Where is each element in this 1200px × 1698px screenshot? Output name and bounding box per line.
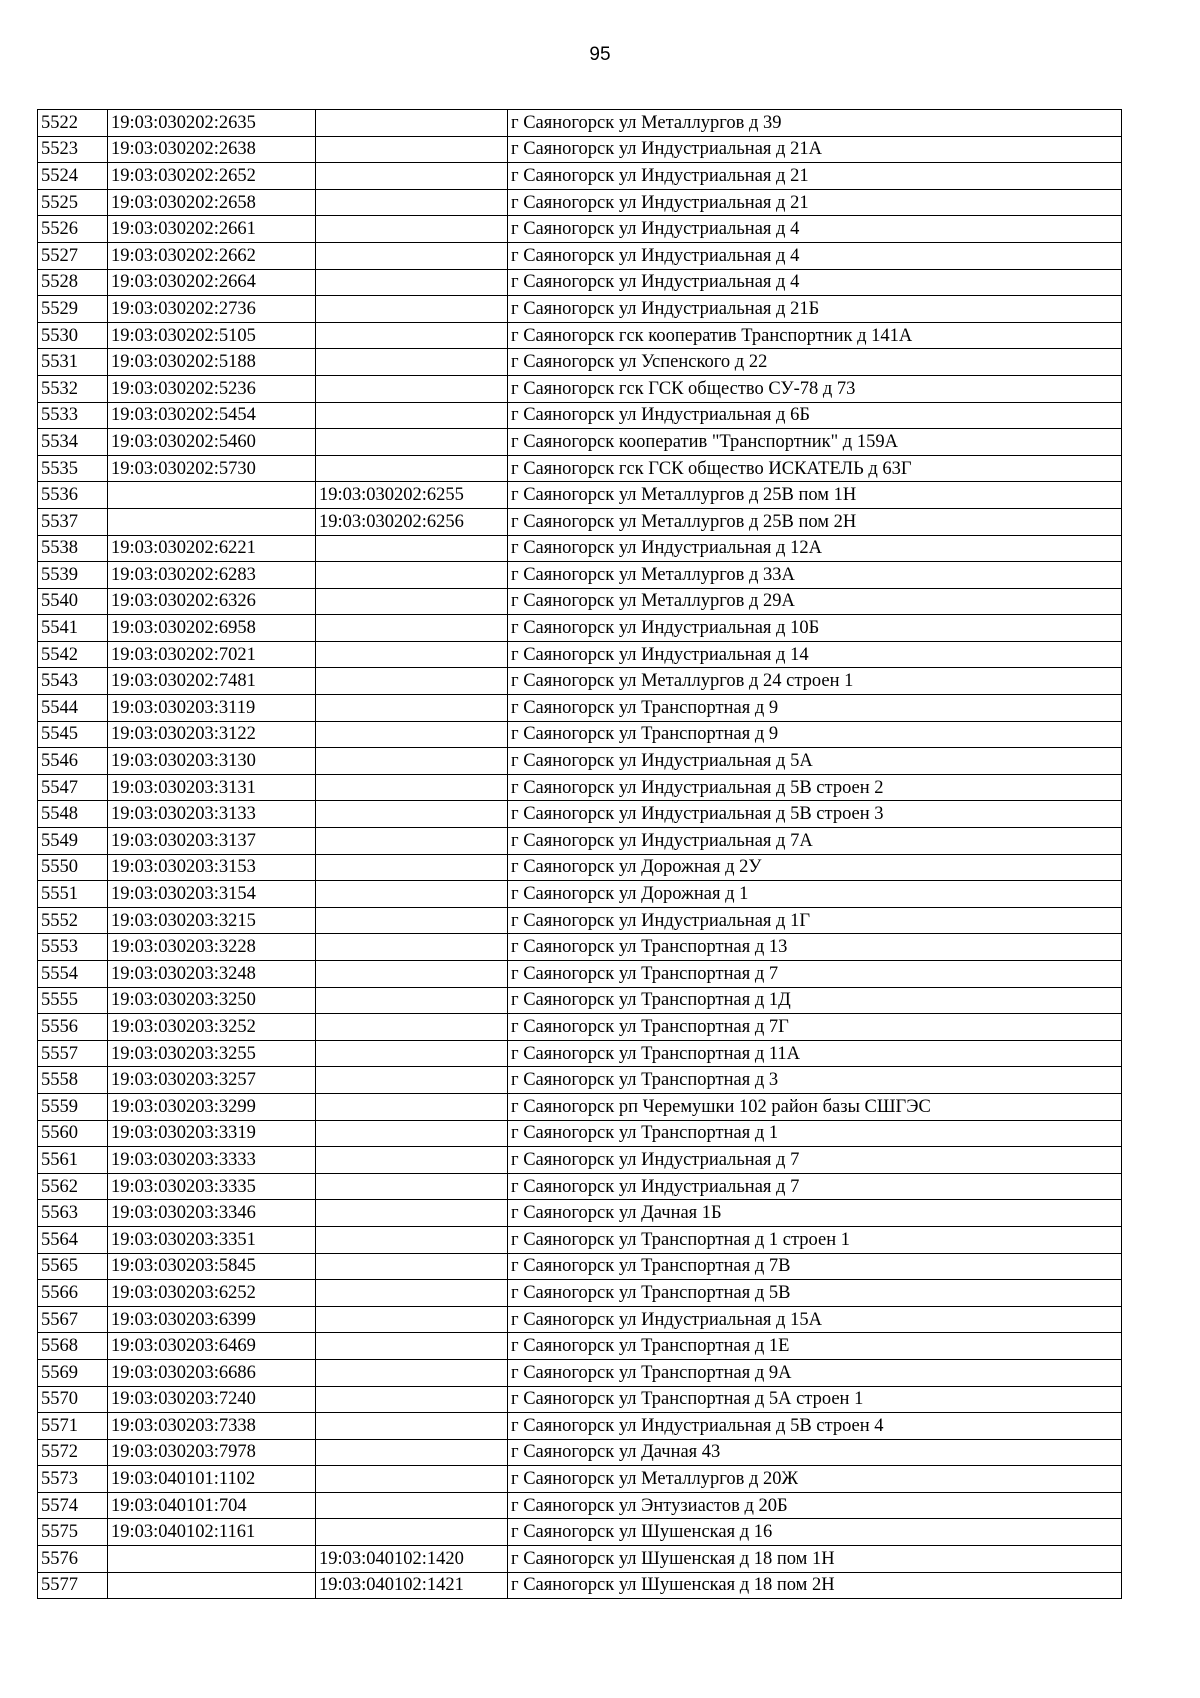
cadastral-number-cell: 19:03:030202:5236 — [108, 375, 316, 402]
table-row — [38, 801, 1122, 828]
cadastral-number-cell: 19:03:030203:7338 — [108, 1413, 316, 1440]
parent-cadastral-number-cell — [316, 269, 508, 296]
parent-cadastral-number-cell — [316, 562, 508, 589]
row-number-cell: 5554 — [38, 961, 108, 988]
table-row — [38, 1413, 1122, 1440]
row-number-cell: 5576 — [38, 1546, 108, 1573]
parent-cadastral-number-cell — [316, 296, 508, 323]
cadastral-number-cell: 19:03:030202:5460 — [108, 429, 316, 456]
table-row — [38, 1200, 1122, 1227]
table-row — [38, 1519, 1122, 1546]
cadastral-number-cell: 19:03:030203:3299 — [108, 1093, 316, 1120]
table-row — [38, 216, 1122, 243]
address-cell: г Саяногорск ул Металлургов д 29А — [508, 588, 1122, 615]
table-row — [38, 1333, 1122, 1360]
parent-cadastral-number-cell — [316, 110, 508, 137]
address-cell: г Саяногорск ул Индустриальная д 10Б — [508, 615, 1122, 642]
row-number-cell: 5532 — [38, 375, 108, 402]
address-cell: г Саяногорск ул Индустриальная д 21 — [508, 189, 1122, 216]
table-row — [38, 854, 1122, 881]
row-number-cell: 5537 — [38, 508, 108, 535]
cadastral-number-cell: 19:03:030203:7978 — [108, 1439, 316, 1466]
table-row — [38, 774, 1122, 801]
table-row — [38, 907, 1122, 934]
table-row — [38, 562, 1122, 589]
row-number-cell: 5545 — [38, 721, 108, 748]
address-cell: г Саяногорск ул Транспортная д 7Г — [508, 1014, 1122, 1041]
address-cell: г Саяногорск ул Индустриальная д 4 — [508, 269, 1122, 296]
table-row — [38, 189, 1122, 216]
cadastral-number-cell: 19:03:030203:3335 — [108, 1173, 316, 1200]
row-number-cell: 5528 — [38, 269, 108, 296]
row-number-cell: 5577 — [38, 1572, 108, 1599]
address-cell: г Саяногорск ул Транспортная д 1 строен 1 — [508, 1226, 1122, 1253]
row-number-cell: 5569 — [38, 1359, 108, 1386]
parent-cadastral-number-cell — [316, 695, 508, 722]
table-row — [38, 482, 1122, 509]
parent-cadastral-number-cell — [316, 455, 508, 482]
table-row — [38, 535, 1122, 562]
address-cell: г Саяногорск ул Успенского д 22 — [508, 349, 1122, 376]
cadastral-number-cell: 19:03:030203:3257 — [108, 1067, 316, 1094]
table-row — [38, 110, 1122, 137]
table-row — [38, 881, 1122, 908]
parent-cadastral-number-cell — [316, 1040, 508, 1067]
parent-cadastral-number-cell — [316, 934, 508, 961]
row-number-cell: 5555 — [38, 987, 108, 1014]
parent-cadastral-number-cell — [316, 1466, 508, 1493]
cadastral-number-cell: 19:03:030202:5730 — [108, 455, 316, 482]
table-row — [38, 136, 1122, 163]
table-row — [38, 1492, 1122, 1519]
address-cell: г Саяногорск ул Шушенская д 16 — [508, 1519, 1122, 1546]
row-number-cell: 5560 — [38, 1120, 108, 1147]
row-number-cell: 5575 — [38, 1519, 108, 1546]
address-cell: г Саяногорск гск ГСК общество ИСКАТЕЛЬ д 63Г — [508, 455, 1122, 482]
row-number-cell: 5566 — [38, 1280, 108, 1307]
table-row — [38, 1093, 1122, 1120]
row-number-cell: 5552 — [38, 907, 108, 934]
cadastral-number-cell: 19:03:030202:2736 — [108, 296, 316, 323]
table-row — [38, 163, 1122, 190]
table-row — [38, 296, 1122, 323]
cadastral-number-cell: 19:03:030203:3250 — [108, 987, 316, 1014]
parent-cadastral-number-cell — [316, 881, 508, 908]
cadastral-number-cell: 19:03:030203:3255 — [108, 1040, 316, 1067]
parent-cadastral-number-cell — [316, 1280, 508, 1307]
table-row — [38, 1572, 1122, 1599]
address-cell: г Саяногорск ул Индустриальная д 15А — [508, 1306, 1122, 1333]
address-cell: г Саяногорск ул Индустриальная д 7А — [508, 828, 1122, 855]
cadastral-number-cell: 19:03:030202:7021 — [108, 641, 316, 668]
row-number-cell: 5542 — [38, 641, 108, 668]
address-cell: г Саяногорск ул Индустриальная д 14 — [508, 641, 1122, 668]
address-cell: г Саяногорск кооператив "Транспортник" д 159А — [508, 429, 1122, 456]
row-number-cell: 5527 — [38, 242, 108, 269]
table-row — [38, 748, 1122, 775]
address-cell: г Саяногорск ул Шушенская д 18 пом 2Н — [508, 1572, 1122, 1599]
address-cell: г Саяногорск ул Индустриальная д 6Б — [508, 402, 1122, 429]
cadastral-number-cell: 19:03:030202:2652 — [108, 163, 316, 190]
table-row — [38, 1253, 1122, 1280]
parent-cadastral-number-cell — [316, 748, 508, 775]
row-number-cell: 5571 — [38, 1413, 108, 1440]
row-number-cell: 5564 — [38, 1226, 108, 1253]
row-number-cell: 5565 — [38, 1253, 108, 1280]
cadastral-number-cell: 19:03:030203:3154 — [108, 881, 316, 908]
address-cell: г Саяногорск ул Транспортная д 13 — [508, 934, 1122, 961]
row-number-cell: 5535 — [38, 455, 108, 482]
parent-cadastral-number-cell — [316, 1067, 508, 1094]
cadastral-number-cell — [108, 482, 316, 509]
table-row — [38, 508, 1122, 535]
cadastral-number-cell: 19:03:030202:6958 — [108, 615, 316, 642]
parent-cadastral-number-cell: 19:03:040102:1421 — [316, 1572, 508, 1599]
table-row — [38, 1386, 1122, 1413]
cadastral-number-cell: 19:03:030203:3248 — [108, 961, 316, 988]
cadastral-number-cell: 19:03:030203:3351 — [108, 1226, 316, 1253]
row-number-cell: 5574 — [38, 1492, 108, 1519]
parent-cadastral-number-cell — [316, 907, 508, 934]
table-row — [38, 1280, 1122, 1307]
cadastral-number-cell: 19:03:030202:5188 — [108, 349, 316, 376]
table-body — [38, 110, 1122, 1599]
cadastral-number-cell: 19:03:030202:2662 — [108, 242, 316, 269]
address-cell: г Саяногорск ул Металлургов д 20Ж — [508, 1466, 1122, 1493]
cadastral-number-cell: 19:03:030202:5454 — [108, 402, 316, 429]
address-cell: г Саяногорск ул Транспортная д 9 — [508, 721, 1122, 748]
cadastral-number-cell: 19:03:030202:7481 — [108, 668, 316, 695]
cadastral-number-cell: 19:03:040101:704 — [108, 1492, 316, 1519]
parent-cadastral-number-cell: 19:03:040102:1420 — [316, 1546, 508, 1573]
cadastral-number-cell: 19:03:030203:3137 — [108, 828, 316, 855]
cadastral-number-cell — [108, 1546, 316, 1573]
table-row — [38, 1226, 1122, 1253]
table-row — [38, 375, 1122, 402]
address-cell: г Саяногорск ул Металлургов д 24 строен 1 — [508, 668, 1122, 695]
parent-cadastral-number-cell — [316, 1333, 508, 1360]
table-row — [38, 429, 1122, 456]
table-row — [38, 1439, 1122, 1466]
cadastral-number-cell: 19:03:030203:3252 — [108, 1014, 316, 1041]
parent-cadastral-number-cell — [316, 1014, 508, 1041]
address-cell: г Саяногорск ул Шушенская д 18 пом 1Н — [508, 1546, 1122, 1573]
address-cell: г Саяногорск ул Транспортная д 1 — [508, 1120, 1122, 1147]
cadastral-number-cell: 19:03:030203:7240 — [108, 1386, 316, 1413]
address-cell: г Саяногорск ул Индустриальная д 7 — [508, 1173, 1122, 1200]
row-number-cell: 5530 — [38, 322, 108, 349]
cadastral-number-cell: 19:03:030203:6399 — [108, 1306, 316, 1333]
parent-cadastral-number-cell — [316, 429, 508, 456]
address-cell: г Саяногорск ул Индустриальная д 21Б — [508, 296, 1122, 323]
address-cell: г Саяногорск ул Транспортная д 7В — [508, 1253, 1122, 1280]
address-cell: г Саяногорск ул Металлургов д 25В пом 2Н — [508, 508, 1122, 535]
row-number-cell: 5551 — [38, 881, 108, 908]
parent-cadastral-number-cell — [316, 774, 508, 801]
table-row — [38, 1359, 1122, 1386]
address-cell: г Саяногорск ул Дорожная д 2У — [508, 854, 1122, 881]
parent-cadastral-number-cell — [316, 1306, 508, 1333]
row-number-cell: 5556 — [38, 1014, 108, 1041]
row-number-cell: 5538 — [38, 535, 108, 562]
table-row — [38, 455, 1122, 482]
parent-cadastral-number-cell — [316, 1413, 508, 1440]
row-number-cell: 5550 — [38, 854, 108, 881]
cadastral-number-cell: 19:03:040101:1102 — [108, 1466, 316, 1493]
table-row — [38, 1040, 1122, 1067]
parent-cadastral-number-cell: 19:03:030202:6255 — [316, 482, 508, 509]
table-row — [38, 615, 1122, 642]
address-cell: г Саяногорск ул Транспортная д 5В — [508, 1280, 1122, 1307]
address-cell: г Саяногорск ул Транспортная д 11А — [508, 1040, 1122, 1067]
address-cell: г Саяногорск ул Индустриальная д 4 — [508, 216, 1122, 243]
cadastral-number-cell: 19:03:030203:3131 — [108, 774, 316, 801]
row-number-cell: 5549 — [38, 828, 108, 855]
parent-cadastral-number-cell — [316, 1093, 508, 1120]
registry-table — [37, 109, 1122, 1599]
parent-cadastral-number-cell — [316, 322, 508, 349]
parent-cadastral-number-cell — [316, 615, 508, 642]
parent-cadastral-number-cell — [316, 136, 508, 163]
cadastral-number-cell: 19:03:030203:6686 — [108, 1359, 316, 1386]
cadastral-number-cell: 19:03:030203:3346 — [108, 1200, 316, 1227]
address-cell: г Саяногорск рп Черемушки 102 район базы СШГЭС — [508, 1093, 1122, 1120]
address-cell: г Саяногорск ул Транспортная д 5А строен 1 — [508, 1386, 1122, 1413]
row-number-cell: 5557 — [38, 1040, 108, 1067]
address-cell: г Саяногорск ул Индустриальная д 21 — [508, 163, 1122, 190]
row-number-cell: 5568 — [38, 1333, 108, 1360]
row-number-cell: 5548 — [38, 801, 108, 828]
row-number-cell: 5572 — [38, 1439, 108, 1466]
table-row — [38, 402, 1122, 429]
parent-cadastral-number-cell — [316, 1519, 508, 1546]
row-number-cell: 5559 — [38, 1093, 108, 1120]
address-cell: г Саяногорск ул Транспортная д 3 — [508, 1067, 1122, 1094]
row-number-cell: 5558 — [38, 1067, 108, 1094]
parent-cadastral-number-cell — [316, 1359, 508, 1386]
table-row — [38, 1173, 1122, 1200]
address-cell: г Саяногорск ул Дачная 43 — [508, 1439, 1122, 1466]
parent-cadastral-number-cell — [316, 349, 508, 376]
table-row — [38, 695, 1122, 722]
address-cell: г Саяногорск ул Дачная 1Б — [508, 1200, 1122, 1227]
row-number-cell: 5570 — [38, 1386, 108, 1413]
table-row — [38, 1466, 1122, 1493]
address-cell: г Саяногорск ул Энтузиастов д 20Б — [508, 1492, 1122, 1519]
parent-cadastral-number-cell — [316, 721, 508, 748]
address-cell: г Саяногорск ул Индустриальная д 5В строен 4 — [508, 1413, 1122, 1440]
address-cell: г Саяногорск ул Металлургов д 25В пом 1Н — [508, 482, 1122, 509]
address-cell: г Саяногорск ул Индустриальная д 5В строен 2 — [508, 774, 1122, 801]
cadastral-number-cell: 19:03:030202:6283 — [108, 562, 316, 589]
table-row — [38, 641, 1122, 668]
parent-cadastral-number-cell: 19:03:030202:6256 — [316, 508, 508, 535]
cadastral-number-cell: 19:03:030203:3319 — [108, 1120, 316, 1147]
cadastral-number-cell: 19:03:030202:2638 — [108, 136, 316, 163]
table-row — [38, 322, 1122, 349]
row-number-cell: 5547 — [38, 774, 108, 801]
table-row — [38, 1147, 1122, 1174]
row-number-cell: 5534 — [38, 429, 108, 456]
parent-cadastral-number-cell — [316, 828, 508, 855]
row-number-cell: 5529 — [38, 296, 108, 323]
address-cell: г Саяногорск ул Транспортная д 9 — [508, 695, 1122, 722]
address-cell: г Саяногорск ул Индустриальная д 12А — [508, 535, 1122, 562]
parent-cadastral-number-cell — [316, 1200, 508, 1227]
address-cell: г Саяногорск ул Транспортная д 1Е — [508, 1333, 1122, 1360]
parent-cadastral-number-cell — [316, 1439, 508, 1466]
row-number-cell: 5536 — [38, 482, 108, 509]
row-number-cell: 5573 — [38, 1466, 108, 1493]
parent-cadastral-number-cell — [316, 1386, 508, 1413]
parent-cadastral-number-cell — [316, 801, 508, 828]
address-cell: г Саяногорск гск ГСК общество СУ-78 д 73 — [508, 375, 1122, 402]
row-number-cell: 5540 — [38, 588, 108, 615]
row-number-cell: 5553 — [38, 934, 108, 961]
address-cell: г Саяногорск ул Дорожная д 1 — [508, 881, 1122, 908]
cadastral-number-cell: 19:03:030203:3215 — [108, 907, 316, 934]
table-row — [38, 1120, 1122, 1147]
address-cell: г Саяногорск ул Транспортная д 1Д — [508, 987, 1122, 1014]
row-number-cell: 5562 — [38, 1173, 108, 1200]
cadastral-number-cell: 19:03:040102:1161 — [108, 1519, 316, 1546]
parent-cadastral-number-cell — [316, 1253, 508, 1280]
table-row — [38, 1014, 1122, 1041]
parent-cadastral-number-cell — [316, 1173, 508, 1200]
row-number-cell: 5523 — [38, 136, 108, 163]
cadastral-number-cell: 19:03:030202:2635 — [108, 110, 316, 137]
parent-cadastral-number-cell — [316, 1147, 508, 1174]
address-cell: г Саяногорск ул Транспортная д 7 — [508, 961, 1122, 988]
row-number-cell: 5541 — [38, 615, 108, 642]
address-cell: г Саяногорск ул Индустриальная д 7 — [508, 1147, 1122, 1174]
parent-cadastral-number-cell — [316, 1492, 508, 1519]
cadastral-number-cell: 19:03:030203:3119 — [108, 695, 316, 722]
address-cell: г Саяногорск ул Индустриальная д 21А — [508, 136, 1122, 163]
cadastral-number-cell: 19:03:030203:6252 — [108, 1280, 316, 1307]
table-row — [38, 934, 1122, 961]
row-number-cell: 5563 — [38, 1200, 108, 1227]
row-number-cell: 5522 — [38, 110, 108, 137]
table-row — [38, 961, 1122, 988]
table-row — [38, 349, 1122, 376]
table-row — [38, 588, 1122, 615]
row-number-cell: 5539 — [38, 562, 108, 589]
cadastral-number-cell: 19:03:030202:6326 — [108, 588, 316, 615]
parent-cadastral-number-cell — [316, 1120, 508, 1147]
row-number-cell: 5544 — [38, 695, 108, 722]
parent-cadastral-number-cell — [316, 402, 508, 429]
cadastral-number-cell — [108, 508, 316, 535]
row-number-cell: 5524 — [38, 163, 108, 190]
cadastral-number-cell — [108, 1572, 316, 1599]
table-row — [38, 828, 1122, 855]
address-cell: г Саяногорск ул Индустриальная д 5В строен 3 — [508, 801, 1122, 828]
row-number-cell: 5531 — [38, 349, 108, 376]
cadastral-number-cell: 19:03:030202:2664 — [108, 269, 316, 296]
parent-cadastral-number-cell — [316, 987, 508, 1014]
cadastral-number-cell: 19:03:030202:2658 — [108, 189, 316, 216]
cadastral-number-cell: 19:03:030202:6221 — [108, 535, 316, 562]
cadastral-number-cell: 19:03:030203:5845 — [108, 1253, 316, 1280]
parent-cadastral-number-cell — [316, 854, 508, 881]
parent-cadastral-number-cell — [316, 641, 508, 668]
cadastral-number-cell: 19:03:030203:3130 — [108, 748, 316, 775]
cadastral-number-cell: 19:03:030203:3122 — [108, 721, 316, 748]
parent-cadastral-number-cell — [316, 189, 508, 216]
cadastral-number-cell: 19:03:030202:2661 — [108, 216, 316, 243]
row-number-cell: 5561 — [38, 1147, 108, 1174]
cadastral-number-cell: 19:03:030203:3333 — [108, 1147, 316, 1174]
cadastral-number-cell: 19:03:030203:3133 — [108, 801, 316, 828]
row-number-cell: 5567 — [38, 1306, 108, 1333]
address-cell: г Саяногорск ул Индустриальная д 1Г — [508, 907, 1122, 934]
parent-cadastral-number-cell — [316, 163, 508, 190]
row-number-cell: 5525 — [38, 189, 108, 216]
table-row — [38, 1306, 1122, 1333]
address-cell: г Саяногорск ул Транспортная д 9А — [508, 1359, 1122, 1386]
row-number-cell: 5543 — [38, 668, 108, 695]
table-row — [38, 987, 1122, 1014]
table-row — [38, 668, 1122, 695]
parent-cadastral-number-cell — [316, 535, 508, 562]
cadastral-number-cell: 19:03:030203:3228 — [108, 934, 316, 961]
parent-cadastral-number-cell — [316, 1226, 508, 1253]
parent-cadastral-number-cell — [316, 242, 508, 269]
parent-cadastral-number-cell — [316, 668, 508, 695]
row-number-cell: 5533 — [38, 402, 108, 429]
table-row — [38, 1546, 1122, 1573]
page-number: 95 — [589, 44, 611, 65]
parent-cadastral-number-cell — [316, 375, 508, 402]
table-row — [38, 269, 1122, 296]
table-row — [38, 721, 1122, 748]
table-row — [38, 242, 1122, 269]
parent-cadastral-number-cell — [316, 216, 508, 243]
cadastral-number-cell: 19:03:030203:6469 — [108, 1333, 316, 1360]
address-cell: г Саяногорск гск кооператив Транспортник д 141А — [508, 322, 1122, 349]
address-cell: г Саяногорск ул Индустриальная д 5А — [508, 748, 1122, 775]
address-cell: г Саяногорск ул Металлургов д 39 — [508, 110, 1122, 137]
row-number-cell: 5526 — [38, 216, 108, 243]
address-cell: г Саяногорск ул Индустриальная д 4 — [508, 242, 1122, 269]
parent-cadastral-number-cell — [316, 588, 508, 615]
parent-cadastral-number-cell — [316, 961, 508, 988]
row-number-cell: 5546 — [38, 748, 108, 775]
cadastral-number-cell: 19:03:030203:3153 — [108, 854, 316, 881]
cadastral-number-cell: 19:03:030202:5105 — [108, 322, 316, 349]
address-cell: г Саяногорск ул Металлургов д 33А — [508, 562, 1122, 589]
table-row — [38, 1067, 1122, 1094]
